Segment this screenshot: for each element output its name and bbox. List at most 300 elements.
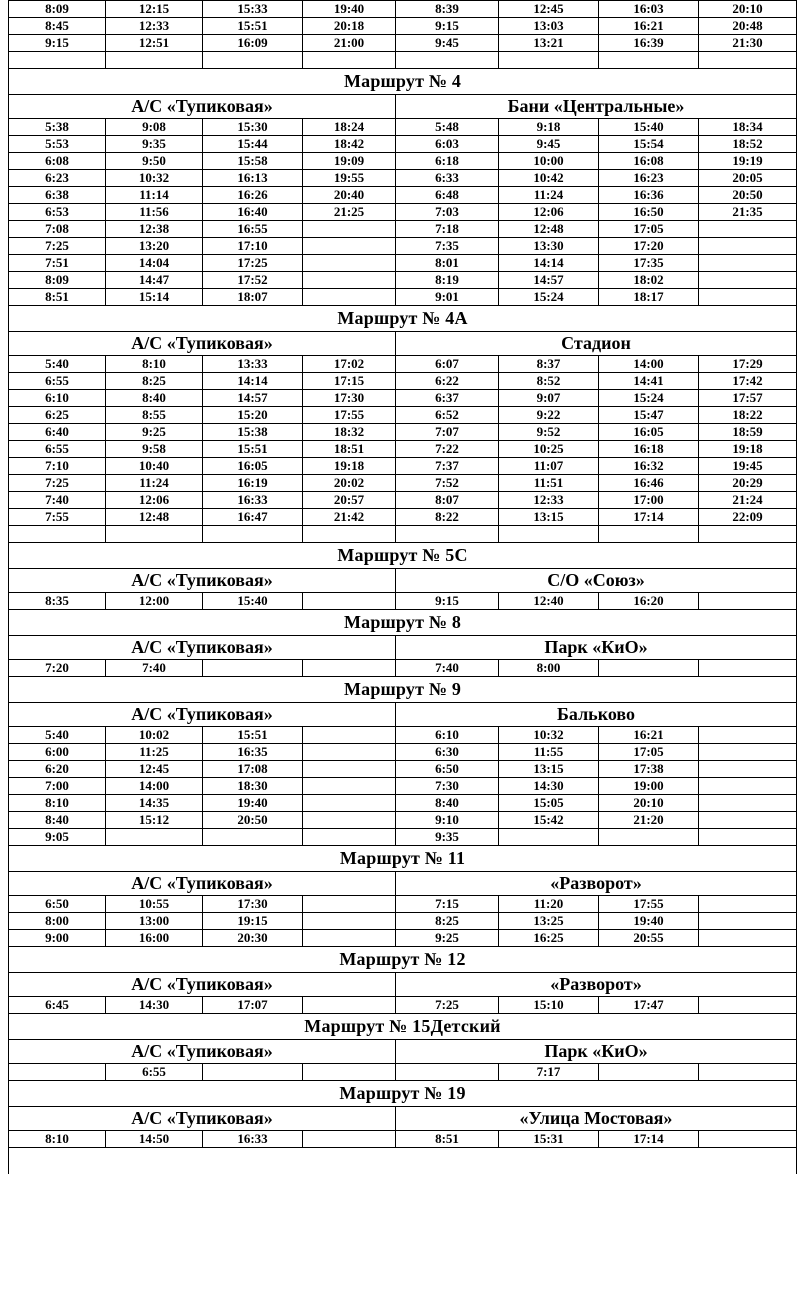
time-cell: 9:35 xyxy=(106,136,203,153)
time-cell: 16:18 xyxy=(599,441,699,458)
time-cell: 9:25 xyxy=(396,930,499,947)
time-cell: 9:35 xyxy=(396,829,499,846)
departure-stop-label: А/С «Тупиковая» xyxy=(9,332,396,356)
time-cell: 19:55 xyxy=(303,170,396,187)
time-cell: 7:35 xyxy=(396,238,499,255)
time-cell: 15:05 xyxy=(499,795,599,812)
time-cell: 6:38 xyxy=(9,187,106,204)
time-cell xyxy=(303,930,396,947)
route-title: Маршрут № 8 xyxy=(9,610,797,636)
time-row xyxy=(9,356,797,373)
return-stop-label: «Улица Мостовая» xyxy=(396,1107,797,1131)
empty-cell xyxy=(9,526,106,543)
empty-cell xyxy=(396,526,499,543)
time-cell xyxy=(303,997,396,1014)
time-cell: 16:35 xyxy=(203,744,303,761)
empty-cell xyxy=(599,52,699,69)
time-cell xyxy=(396,1064,499,1081)
route-header-row xyxy=(9,846,797,872)
time-cell xyxy=(203,829,303,846)
time-cell: 12:48 xyxy=(106,509,203,526)
time-row xyxy=(9,119,797,136)
time-cell: 20:29 xyxy=(699,475,797,492)
empty-cell xyxy=(106,52,203,69)
time-cell: 7:10 xyxy=(9,458,106,475)
time-row xyxy=(9,1131,797,1148)
time-cell: 15:58 xyxy=(203,153,303,170)
schedule-body xyxy=(9,1,797,1175)
time-row xyxy=(9,896,797,913)
time-cell: 20:10 xyxy=(699,1,797,18)
time-cell: 6:52 xyxy=(396,407,499,424)
time-cell: 5:38 xyxy=(9,119,106,136)
time-cell: 10:55 xyxy=(106,896,203,913)
time-cell: 19:09 xyxy=(303,153,396,170)
time-cell: 17:42 xyxy=(699,373,797,390)
time-cell: 20:50 xyxy=(699,187,797,204)
empty-cell xyxy=(699,52,797,69)
time-row xyxy=(9,913,797,930)
time-cell: 8:51 xyxy=(396,1131,499,1148)
time-cell xyxy=(303,289,396,306)
time-cell: 9:22 xyxy=(499,407,599,424)
return-stop-label: Парк «КиО» xyxy=(396,636,797,660)
time-cell: 7:52 xyxy=(396,475,499,492)
route-header-row xyxy=(9,947,797,973)
time-cell xyxy=(699,795,797,812)
time-cell: 17:10 xyxy=(203,238,303,255)
time-cell: 9:07 xyxy=(499,390,599,407)
time-cell: 15:24 xyxy=(599,390,699,407)
time-cell: 16:08 xyxy=(599,153,699,170)
time-cell: 17:15 xyxy=(303,373,396,390)
time-cell: 8:25 xyxy=(106,373,203,390)
time-cell xyxy=(303,744,396,761)
time-cell: 6:10 xyxy=(9,390,106,407)
route-title: Маршрут № 11 xyxy=(9,846,797,872)
time-cell: 18:34 xyxy=(699,119,797,136)
time-cell xyxy=(9,1064,106,1081)
time-cell xyxy=(303,593,396,610)
time-cell: 7:17 xyxy=(499,1064,599,1081)
time-cell: 12:33 xyxy=(499,492,599,509)
time-cell: 17:29 xyxy=(699,356,797,373)
time-cell xyxy=(699,930,797,947)
time-cell: 16:36 xyxy=(599,187,699,204)
time-cell xyxy=(699,744,797,761)
blank-row xyxy=(9,526,797,543)
time-cell xyxy=(303,761,396,778)
time-cell: 17:20 xyxy=(599,238,699,255)
time-cell xyxy=(699,238,797,255)
time-cell: 8:09 xyxy=(9,272,106,289)
time-cell: 14:04 xyxy=(106,255,203,272)
time-cell: 8:52 xyxy=(499,373,599,390)
time-cell: 8:51 xyxy=(9,289,106,306)
time-cell xyxy=(303,1064,396,1081)
time-cell xyxy=(699,913,797,930)
time-cell: 20:48 xyxy=(699,18,797,35)
time-cell: 17:52 xyxy=(203,272,303,289)
time-cell: 5:40 xyxy=(9,356,106,373)
time-cell xyxy=(303,255,396,272)
time-cell xyxy=(699,593,797,610)
time-cell: 8:00 xyxy=(499,660,599,677)
time-cell: 6:20 xyxy=(9,761,106,778)
time-cell: 19:18 xyxy=(303,458,396,475)
time-cell: 14:35 xyxy=(106,795,203,812)
empty-cell xyxy=(9,52,106,69)
time-cell xyxy=(699,829,797,846)
time-cell: 9:01 xyxy=(396,289,499,306)
time-cell xyxy=(203,660,303,677)
time-cell: 8:40 xyxy=(396,795,499,812)
time-row xyxy=(9,761,797,778)
time-cell: 7:00 xyxy=(9,778,106,795)
time-cell: 8:35 xyxy=(9,593,106,610)
route-title: Маршрут № 15Детский xyxy=(9,1014,797,1040)
time-cell: 15:44 xyxy=(203,136,303,153)
route-title: Маршрут № 9 xyxy=(9,677,797,703)
time-cell: 19:45 xyxy=(699,458,797,475)
empty-cell xyxy=(599,526,699,543)
time-cell: 5:53 xyxy=(9,136,106,153)
time-cell: 16:32 xyxy=(599,458,699,475)
time-cell: 14:30 xyxy=(106,997,203,1014)
time-cell: 7:25 xyxy=(396,997,499,1014)
time-cell: 10:32 xyxy=(106,170,203,187)
time-cell: 9:45 xyxy=(396,35,499,52)
time-cell: 15:47 xyxy=(599,407,699,424)
route-title: Маршрут № 12 xyxy=(9,947,797,973)
time-cell: 8:00 xyxy=(9,913,106,930)
time-cell xyxy=(599,829,699,846)
time-cell: 18:42 xyxy=(303,136,396,153)
time-cell: 8:25 xyxy=(396,913,499,930)
time-cell xyxy=(303,221,396,238)
departure-stop-label: А/С «Тупиковая» xyxy=(9,703,396,727)
time-cell xyxy=(699,1064,797,1081)
time-row xyxy=(9,1064,797,1081)
time-cell: 22:09 xyxy=(699,509,797,526)
time-cell: 7:25 xyxy=(9,238,106,255)
time-cell: 7:55 xyxy=(9,509,106,526)
time-cell: 15:51 xyxy=(203,18,303,35)
time-cell: 18:59 xyxy=(699,424,797,441)
time-row xyxy=(9,18,797,35)
time-row xyxy=(9,829,797,846)
time-cell: 8:01 xyxy=(396,255,499,272)
time-cell: 13:03 xyxy=(499,18,599,35)
time-cell: 18:22 xyxy=(699,407,797,424)
time-cell: 8:45 xyxy=(9,18,106,35)
time-cell: 18:30 xyxy=(203,778,303,795)
time-cell: 17:38 xyxy=(599,761,699,778)
return-stop-label: Бани «Центральные» xyxy=(396,95,797,119)
time-cell: 7:20 xyxy=(9,660,106,677)
time-cell: 16:40 xyxy=(203,204,303,221)
time-cell: 16:55 xyxy=(203,221,303,238)
return-stop-label: Парк «КиО» xyxy=(396,1040,797,1064)
time-cell: 20:30 xyxy=(203,930,303,947)
time-row xyxy=(9,492,797,509)
time-cell: 12:15 xyxy=(106,1,203,18)
time-cell: 15:24 xyxy=(499,289,599,306)
time-cell: 8:39 xyxy=(396,1,499,18)
time-cell: 13:30 xyxy=(499,238,599,255)
time-cell xyxy=(303,727,396,744)
time-cell: 7:51 xyxy=(9,255,106,272)
time-cell: 13:21 xyxy=(499,35,599,52)
time-cell: 15:31 xyxy=(499,1131,599,1148)
time-cell: 17:14 xyxy=(599,509,699,526)
time-cell: 13:25 xyxy=(499,913,599,930)
time-cell: 11:07 xyxy=(499,458,599,475)
time-cell: 6:48 xyxy=(396,187,499,204)
time-cell: 13:15 xyxy=(499,761,599,778)
time-cell: 12:45 xyxy=(499,1,599,18)
time-cell: 12:06 xyxy=(499,204,599,221)
time-cell: 16:23 xyxy=(599,170,699,187)
time-cell: 9:15 xyxy=(396,18,499,35)
departure-stop-label: А/С «Тупиковая» xyxy=(9,95,396,119)
time-cell: 11:55 xyxy=(499,744,599,761)
time-cell: 6:33 xyxy=(396,170,499,187)
empty-cell xyxy=(203,526,303,543)
time-row xyxy=(9,441,797,458)
time-cell: 16:20 xyxy=(599,593,699,610)
time-row xyxy=(9,255,797,272)
time-cell xyxy=(699,896,797,913)
time-cell xyxy=(599,1064,699,1081)
empty-cell xyxy=(303,526,396,543)
time-row xyxy=(9,812,797,829)
time-cell: 7:18 xyxy=(396,221,499,238)
time-cell: 9:25 xyxy=(106,424,203,441)
time-row xyxy=(9,238,797,255)
time-cell xyxy=(699,812,797,829)
time-cell: 15:51 xyxy=(203,441,303,458)
time-cell xyxy=(303,1131,396,1148)
time-row xyxy=(9,289,797,306)
time-cell: 6:18 xyxy=(396,153,499,170)
time-row xyxy=(9,509,797,526)
route-header-row xyxy=(9,1081,797,1107)
time-cell: 6:40 xyxy=(9,424,106,441)
empty-cell xyxy=(499,52,599,69)
time-cell: 20:10 xyxy=(599,795,699,812)
time-cell: 18:17 xyxy=(599,289,699,306)
time-cell: 11:24 xyxy=(499,187,599,204)
time-cell xyxy=(699,660,797,677)
time-cell: 21:25 xyxy=(303,204,396,221)
time-cell: 16:25 xyxy=(499,930,599,947)
terminal-stops-row xyxy=(9,872,797,896)
time-cell: 8:40 xyxy=(9,812,106,829)
time-row xyxy=(9,593,797,610)
time-cell: 17:55 xyxy=(599,896,699,913)
time-cell: 6:25 xyxy=(9,407,106,424)
time-cell xyxy=(303,272,396,289)
time-cell: 9:10 xyxy=(396,812,499,829)
route-header-row xyxy=(9,306,797,332)
time-cell xyxy=(203,1064,303,1081)
departure-stop-label: А/С «Тупиковая» xyxy=(9,1107,396,1131)
time-cell: 17:07 xyxy=(203,997,303,1014)
time-cell: 5:48 xyxy=(396,119,499,136)
time-cell: 12:00 xyxy=(106,593,203,610)
time-cell: 17:05 xyxy=(599,221,699,238)
time-cell: 19:00 xyxy=(599,778,699,795)
time-cell: 18:02 xyxy=(599,272,699,289)
time-row xyxy=(9,204,797,221)
time-cell: 7:40 xyxy=(9,492,106,509)
time-cell: 21:20 xyxy=(599,812,699,829)
departure-stop-label: А/С «Тупиковая» xyxy=(9,1040,396,1064)
time-cell xyxy=(699,778,797,795)
time-cell: 14:47 xyxy=(106,272,203,289)
empty-cell xyxy=(303,52,396,69)
time-cell: 21:35 xyxy=(699,204,797,221)
time-cell: 10:02 xyxy=(106,727,203,744)
time-cell: 10:25 xyxy=(499,441,599,458)
route-header-row xyxy=(9,69,797,95)
time-cell xyxy=(699,1131,797,1148)
time-row xyxy=(9,1,797,18)
time-cell: 7:07 xyxy=(396,424,499,441)
time-cell: 12:45 xyxy=(106,761,203,778)
time-row xyxy=(9,153,797,170)
terminal-stops-row xyxy=(9,1040,797,1064)
time-cell: 11:14 xyxy=(106,187,203,204)
time-cell: 6:50 xyxy=(9,896,106,913)
route-title: Маршрут № 19 xyxy=(9,1081,797,1107)
time-cell: 15:14 xyxy=(106,289,203,306)
time-cell: 16:26 xyxy=(203,187,303,204)
time-row xyxy=(9,424,797,441)
time-cell: 14:14 xyxy=(499,255,599,272)
time-cell: 6:55 xyxy=(106,1064,203,1081)
time-row xyxy=(9,795,797,812)
time-cell: 20:55 xyxy=(599,930,699,947)
time-cell: 19:18 xyxy=(699,441,797,458)
return-stop-label: «Разворот» xyxy=(396,973,797,997)
empty-cell xyxy=(499,526,599,543)
time-cell: 18:32 xyxy=(303,424,396,441)
time-cell xyxy=(303,238,396,255)
time-cell: 11:56 xyxy=(106,204,203,221)
time-cell: 9:45 xyxy=(499,136,599,153)
time-cell: 6:08 xyxy=(9,153,106,170)
time-cell: 16:46 xyxy=(599,475,699,492)
terminal-stops-row xyxy=(9,95,797,119)
time-row xyxy=(9,170,797,187)
time-cell: 6:30 xyxy=(396,744,499,761)
time-cell: 16:21 xyxy=(599,18,699,35)
time-cell xyxy=(599,660,699,677)
time-cell xyxy=(699,272,797,289)
time-cell: 16:13 xyxy=(203,170,303,187)
time-cell: 6:53 xyxy=(9,204,106,221)
terminal-stops-row xyxy=(9,332,797,356)
time-cell: 11:51 xyxy=(499,475,599,492)
time-cell xyxy=(699,289,797,306)
time-cell xyxy=(699,221,797,238)
time-cell: 14:30 xyxy=(499,778,599,795)
time-cell: 19:40 xyxy=(599,913,699,930)
time-cell: 12:40 xyxy=(499,593,599,610)
time-cell: 14:14 xyxy=(203,373,303,390)
time-cell: 15:40 xyxy=(599,119,699,136)
time-cell: 19:40 xyxy=(303,1,396,18)
time-cell: 21:00 xyxy=(303,35,396,52)
time-cell: 17:57 xyxy=(699,390,797,407)
time-cell: 9:15 xyxy=(9,35,106,52)
time-cell: 17:02 xyxy=(303,356,396,373)
time-row xyxy=(9,373,797,390)
time-cell: 20:57 xyxy=(303,492,396,509)
route-title: Маршрут № 5С xyxy=(9,543,797,569)
time-cell: 18:07 xyxy=(203,289,303,306)
time-cell xyxy=(106,829,203,846)
time-cell: 6:07 xyxy=(396,356,499,373)
time-cell: 16:05 xyxy=(599,424,699,441)
terminal-stops-row xyxy=(9,703,797,727)
departure-stop-label: А/С «Тупиковая» xyxy=(9,973,396,997)
time-cell: 10:00 xyxy=(499,153,599,170)
time-cell: 8:09 xyxy=(9,1,106,18)
time-cell: 15:20 xyxy=(203,407,303,424)
time-cell: 6:23 xyxy=(9,170,106,187)
time-row xyxy=(9,221,797,238)
time-cell: 16:00 xyxy=(106,930,203,947)
time-row xyxy=(9,136,797,153)
time-cell: 11:24 xyxy=(106,475,203,492)
time-cell: 13:15 xyxy=(499,509,599,526)
time-cell: 20:18 xyxy=(303,18,396,35)
time-cell xyxy=(303,896,396,913)
time-row xyxy=(9,744,797,761)
time-row xyxy=(9,475,797,492)
time-cell: 14:00 xyxy=(599,356,699,373)
time-cell: 8:37 xyxy=(499,356,599,373)
time-cell: 18:52 xyxy=(699,136,797,153)
time-cell: 16:19 xyxy=(203,475,303,492)
time-row xyxy=(9,727,797,744)
time-cell: 17:30 xyxy=(203,896,303,913)
time-row xyxy=(9,35,797,52)
departure-stop-label: А/С «Тупиковая» xyxy=(9,636,396,660)
time-cell xyxy=(699,727,797,744)
time-cell: 7:37 xyxy=(396,458,499,475)
time-cell: 13:33 xyxy=(203,356,303,373)
time-cell: 7:25 xyxy=(9,475,106,492)
time-cell: 6:22 xyxy=(396,373,499,390)
time-cell: 15:30 xyxy=(203,119,303,136)
time-cell xyxy=(303,795,396,812)
time-cell: 21:24 xyxy=(699,492,797,509)
time-cell: 18:24 xyxy=(303,119,396,136)
departure-stop-label: А/С «Тупиковая» xyxy=(9,872,396,896)
time-cell: 8:10 xyxy=(106,356,203,373)
time-cell xyxy=(303,778,396,795)
time-row xyxy=(9,390,797,407)
time-cell: 6:00 xyxy=(9,744,106,761)
route-header-row xyxy=(9,677,797,703)
time-cell: 6:55 xyxy=(9,373,106,390)
empty-cell xyxy=(699,526,797,543)
time-cell: 7:03 xyxy=(396,204,499,221)
